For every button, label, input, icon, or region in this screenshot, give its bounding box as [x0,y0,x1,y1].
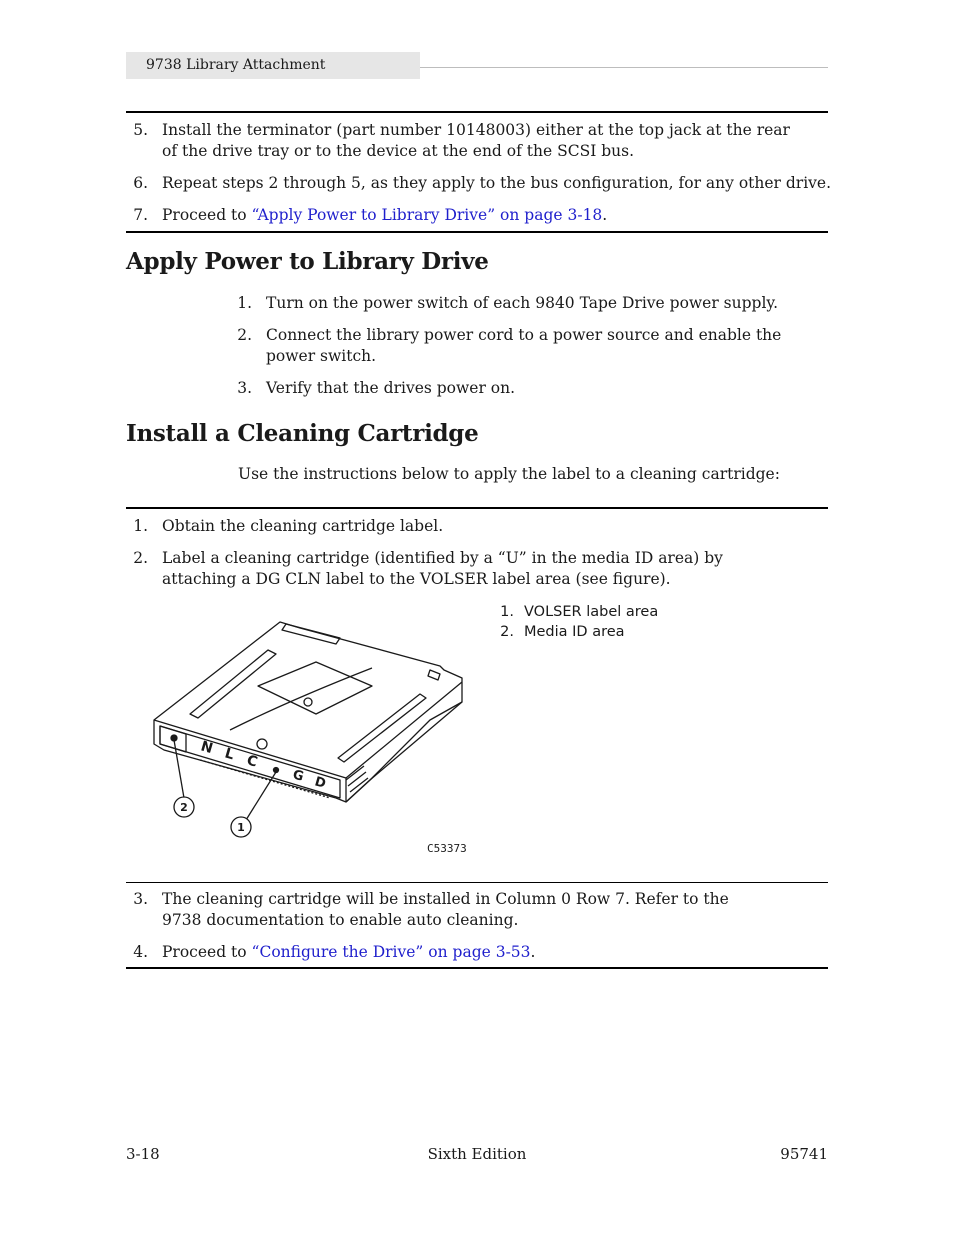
grip-texture [346,766,368,792]
legend-number: 2. [500,624,514,640]
callout-2-leader [174,740,184,798]
step-text: Verify that the drives power on. [266,379,516,397]
step-text-suffix: . [602,206,608,224]
legend-item-1 [496,602,696,622]
step-number: 3. [237,379,252,397]
label-letter: D [312,774,328,792]
step-text: Repeat steps 2 through 5, as they apply to the bus configuration, for any other drive. [162,174,832,192]
step-number: 6. [133,174,148,192]
apply-power-link[interactable]: “Apply Power to Library Drive” on page 3-18 [251,206,603,224]
procedure-top-rule [126,111,828,113]
legend-item-2 [496,622,696,642]
reel-hole [257,739,267,749]
callout-1-number: 1 [237,821,245,834]
step-text: Turn on the power switch of each 9840 Tape Drive power supply. [266,294,779,312]
cleaning-procedure-bottom-rule [126,967,828,969]
footer-edition: Sixth Edition [427,1145,527,1163]
step-number: 7. [133,206,148,224]
step-text: Label a cleaning cartridge (identified by a “U” in the media ID area) by attaching a DG CLN label to the VOLSER label area (see figure). [162,549,723,588]
label-barcode [200,760,330,798]
heading-cleaning: Install a Cleaning Cartridge [126,420,479,447]
groove-right [338,694,426,762]
label-letter: L [222,745,236,764]
step-text-prefix: Proceed to [162,943,252,961]
volser-dot [274,768,279,773]
step-number: 2. [133,549,148,567]
window-recess [258,662,372,714]
step-text: Obtain the cleaning cartridge label. [162,517,444,535]
callout-1-leader [246,772,276,820]
legend-number: 1. [500,604,514,620]
legend-text: VOLSER label area [524,604,659,620]
hub-hole [304,698,312,706]
step-text [162,942,535,963]
step-number: 5. [133,121,148,139]
header-rule [420,67,828,68]
step-number: 3. [133,890,148,908]
step-number: 2. [237,326,252,344]
cartridge-top-edge [346,682,462,778]
step-text-suffix: . [530,943,536,961]
step-number: 4. [133,943,148,961]
label-letter: C [244,752,260,771]
cleaning-intro: Use the instructions below to apply the label to a cleaning cartridge: [238,465,780,483]
cleaning-procedure-top-rule [126,507,828,509]
cleaning-cartridge-illustration [140,610,480,860]
procedure-bottom-rule [126,231,828,233]
step-number: 1. [133,517,148,535]
figure-bottom-rule [126,882,828,883]
footer-doc-number: 95741 [780,1145,828,1163]
cartridge-body [154,622,462,802]
step-text: Connect the library power cord to a power source and enable the power switch. [266,326,782,365]
figure-id: C53373 [427,842,467,855]
cartridge-side-edge [346,702,462,802]
legend-text: Media ID area [524,624,625,640]
step-text-prefix: Proceed to [162,206,252,224]
side-notch [428,670,440,680]
heading-apply-power: Apply Power to Library Drive [126,248,489,275]
step-number: 1. [237,294,252,312]
step-text: Install the terminator (part number 10148003) either at the top jack at the rear of the drive tray or to the device at the end of the SCSI bus. [162,121,790,160]
top-notch [282,624,340,644]
callout-2-number: 2 [180,801,188,814]
label-letter: G [290,767,306,785]
configure-drive-link[interactable]: “Configure the Drive” on page 3-53 [251,943,531,961]
step-text: The cleaning cartridge will be installed in Column 0 Row 7. Refer to the 9738 documentation to enable auto cleaning. [162,890,729,929]
running-header: 9738 Library Attachment [126,52,420,79]
step-text [162,205,607,226]
label-letter: N [198,738,215,758]
footer-page-number: 3-18 [126,1145,160,1163]
